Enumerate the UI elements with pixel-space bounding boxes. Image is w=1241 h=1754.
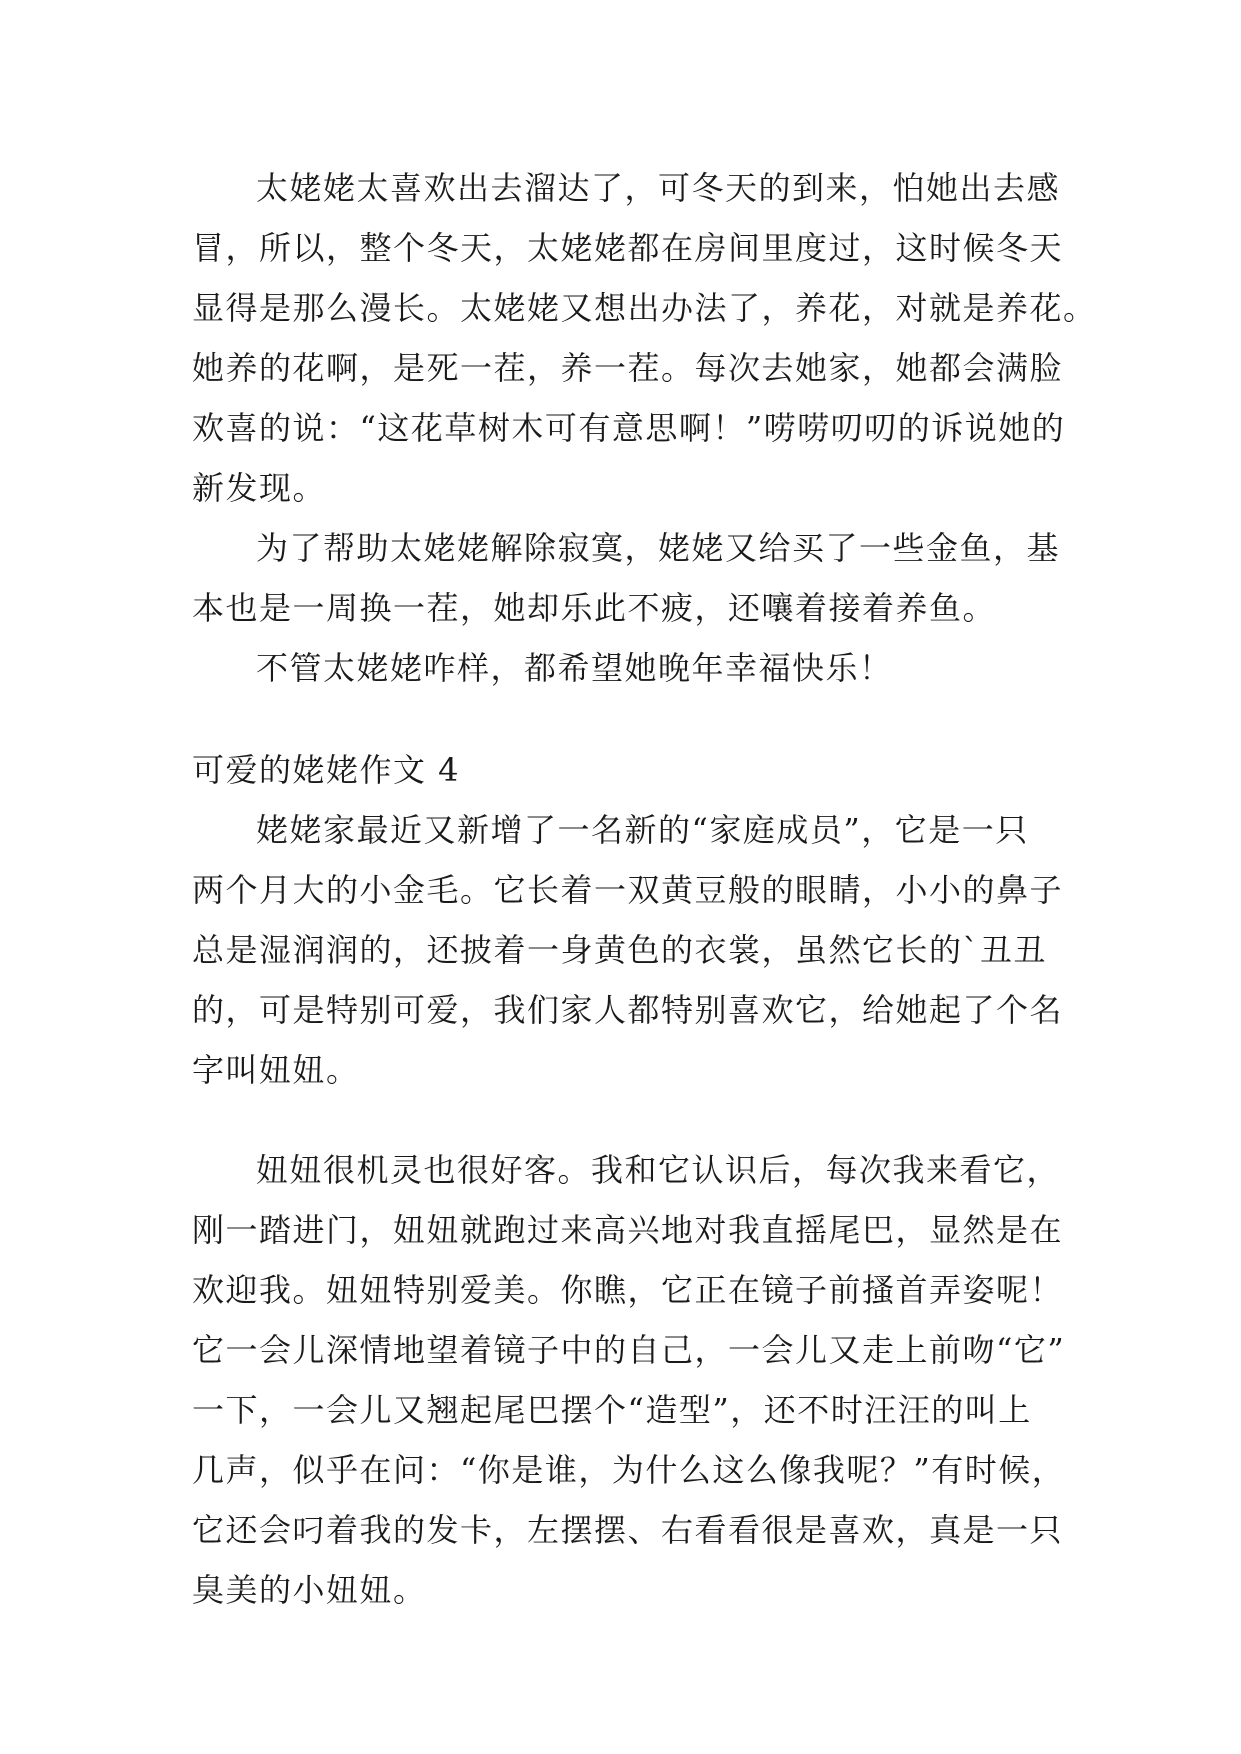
paragraph-line: 姥姥家最近又新增了一名新的“家庭成员”，它是一只 <box>256 811 1029 849</box>
paragraph-line: 为了帮助太姥姥解除寂寞，姥姥又给买了一些金鱼，基 <box>256 529 1061 567</box>
paragraph-line: 它还会叼着我的发卡，左摆摆、右看看很是喜欢，真是一只 <box>192 1511 1064 1549</box>
paragraph-line: 本也是一周换一茬，她却乐此不疲，还嚷着接着养鱼。 <box>192 589 997 627</box>
paragraph-line: 的，可是特别可爱，我们家人都特别喜欢它，给她起了个名 <box>192 991 1064 1029</box>
paragraph-line: 妞妞很机灵也很好客。我和它认识后，每次我来看它， <box>256 1151 1061 1189</box>
paragraph-line: 臭美的小妞妞。 <box>192 1571 427 1609</box>
paragraph-line: 字叫妞妞。 <box>192 1051 360 1089</box>
paragraph-line: 它一会儿深情地望着镜子中的自己，一会儿又走上前吻“它” <box>192 1331 1066 1369</box>
paragraph-line: 欢迎我。妞妞特别爱美。你瞧，它正在镜子前搔首弄姿呢！ <box>192 1271 1064 1309</box>
paragraph-line: 显得是那么漫长。太姥姥又想出办法了，养花，对就是养花。 <box>192 289 1097 327</box>
section-title: 可爱的姥姥作文 4 <box>192 751 461 789</box>
paragraph-line: 总是湿润润的，还披着一身黄色的衣裳，虽然它长的`丑丑 <box>192 931 1048 969</box>
paragraph-line: 新发现。 <box>192 469 327 507</box>
paragraph-line: 她养的花啊，是死一茬，养一茬。每次去她家，她都会满脸 <box>192 349 1064 387</box>
paragraph-line: 几声，似乎在问：“你是谁，为什么这么像我呢？”有时候， <box>192 1451 1066 1489</box>
paragraph-line: 一下，一会儿又翘起尾巴摆个“造型”，还不时汪汪的叫上 <box>192 1391 1032 1429</box>
paragraph-line: 冒，所以，整个冬天，太姥姥都在房间里度过，这时候冬天 <box>192 229 1064 267</box>
paragraph-line: 太姥姥太喜欢出去溜达了，可冬天的到来，怕她出去感 <box>256 169 1061 207</box>
paragraph-line: 欢喜的说：“这花草树木可有意思啊！”唠唠叨叨的诉说她的 <box>192 409 1066 447</box>
paragraph-line: 两个月大的小金毛。它长着一双黄豆般的眼睛，小小的鼻子 <box>192 871 1064 909</box>
paragraph-line: 刚一踏进门，妞妞就跑过来高兴地对我直摇尾巴，显然是在 <box>192 1211 1064 1249</box>
paragraph-line: 不管太姥姥咋样，都希望她晚年幸福快乐！ <box>256 649 893 687</box>
